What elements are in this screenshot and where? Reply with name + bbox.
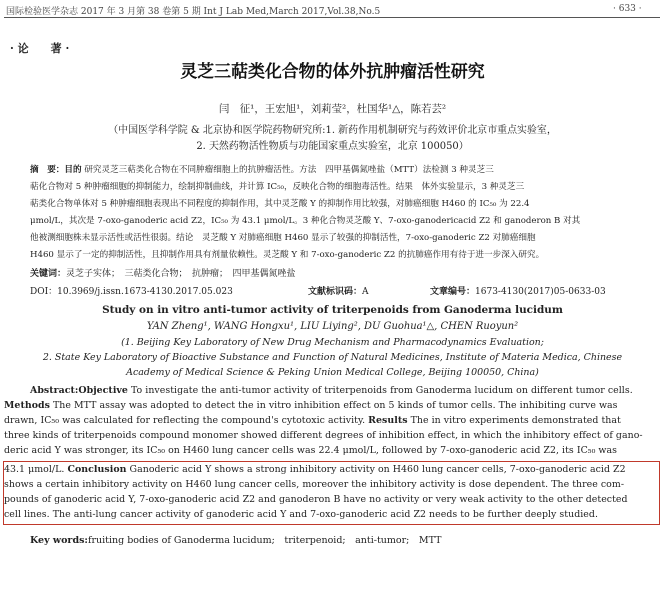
- document-code: 文献标识码：A: [308, 287, 369, 297]
- authors-en: YAN Zheng¹, WANG Hongxu¹, LIU Liying², DU Guohua¹△, CHEN Ruoyun²: [146, 321, 519, 332]
- abstract-cn-line-2: 萜化合物对 5 种肿瘤细胞的抑制能力，绘制抑制曲线，并计算 IC₅₀，反映化合物的细胞毒活性。结果 体外实验显示，3 种灵芝三: [30, 182, 525, 192]
- page-number: · 633 ·: [613, 4, 642, 14]
- abstract-cn-line-6: H460 显示了一定的抑制活性，且抑制作用具有剂量依赖性。灵芝酸 Y 和 7-oxo-ganoderic Z2 的抗肺癌作用有待于进一步深入研究。: [30, 250, 545, 260]
- abstract-en-line-6: 43.1 μmol/L. Conclusion Ganoderic acid Y shows a strong inhibitory activity on H460 lung cancer cells, 7-oxo-ganoderic acid Z2: [4, 464, 626, 475]
- running-header: 国际检验医学杂志 2017 年 3 月第 38 卷第 5 期 Int J Lab Med,March 2017,Vol.38,No.5: [6, 7, 381, 17]
- abstract-en-line-9: cell lines. The anti-lung cancer activity of ganoderic acid Y and 7-oxo-ganoderic acid Z2 needs to be further deeply studied.: [4, 509, 598, 520]
- abstract-cn-line-4: μmol/L，其次是 7-oxo-ganoderic acid Z2，IC₅₀ 为 43.1 μmol/L。3 种化合物灵芝酸 Y、7-oxo-ganodericacid Z2 和 ganoderon B 对其: [30, 216, 581, 226]
- authors-cn: 闫 征¹，王宏旭¹，刘莉莹²，杜国华¹△，陈若芸²: [218, 103, 447, 115]
- abstract-en-line-2: Methods The MTT assay was adopted to detect the in vitro inhibition effect on 5 kinds of tumor cells. The inhibiting curve was: [4, 400, 618, 411]
- affiliation-en-3: Academy of Medical Science & Peking Union Medical College, Beijing 100050, China): [126, 367, 539, 378]
- affiliation-cn-2: 2. 天然药物活性物质与功能国家重点实验室，北京 100050）: [196, 141, 469, 152]
- keywords-cn: 关键词：灵芝子实体； 三萜类化合物； 抗肿瘤； 四甲基偶氮唑盐: [30, 269, 296, 279]
- abstract-en-line-4: three kinds of triterpenoids compound monomer showed different degrees of inhibition effect, in which the inhibitory effect of gano-: [4, 430, 643, 441]
- article-number: 文章编号：1673-4130(2017)05-0633-03: [430, 287, 606, 297]
- keywords-en: Key words:fruiting bodies of Ganoderma lucidum; triterpenoid; anti-tumor; MTT: [30, 535, 442, 546]
- affiliation-cn-1: （中国医学科学院 & 北京协和医学院药物研究所:1. 新药作用机制研究与药效评价北京市重点实验室，: [108, 125, 557, 136]
- doi: DOI：10.3969/j.issn.1673-4130.2017.05.023: [30, 287, 233, 297]
- header-rule: [4, 17, 660, 18]
- affiliation-en-1: (1. Beijing Key Laboratory of New Drug Mechanism and Pharmacodynamics Evaluation;: [121, 337, 544, 348]
- title-cn: 灵芝三萜类化合物的体外抗肿瘤活性研究: [180, 61, 485, 81]
- abstract-en-line-3: drawn, IC₅₀ was calculated for reflecting the compound's cytotoxic activity. Results The in vitro experiments demonstrated that: [4, 415, 621, 426]
- abstract-en-line-5: deric acid Y was stronger, its IC₅₀ on H460 lung cancer cells was 22.4 μmol/L, followed by 7-oxo-ganoderic acid Z2, its IC₅₀ was: [4, 445, 618, 456]
- abstract-cn-line-1: 摘 要：目的 研究灵芝三萜类化合物在不同肿瘤细胞上的抗肿瘤活性。方法 四甲基偶氮唑盐（MTT）法检测 3 种灵芝三: [30, 165, 494, 175]
- abstract-en-line-8: pounds of ganoderic acid Y, 7-oxo-ganoderic acid Z2 and ganoderon B have no activity or very weak activity to the other detected: [4, 494, 628, 505]
- abstract-cn-line-3: 萜类化合物单体对 5 种肿瘤细胞表现出不同程度的抑制作用，其中灵芝酸 Y 的抑制作用比较强，对肺癌细胞 H460 的 IC₅₀ 为 22.4: [30, 199, 530, 209]
- abstract-cn-label: 摘 要：目的: [30, 165, 82, 175]
- abstract-en-line-1: Abstract:Objective To investigate the anti-tumor activity of triterpenoids from Ganoderma lucidum on different tumor cells.: [30, 385, 633, 396]
- abstract-cn-line-5: 他被测细胞株未显示活性或活性很弱。结论 灵芝酸 Y 对肺癌细胞 H460 显示了较强的抑制活性，7-oxo-ganoderic Z2 对肺癌细胞: [30, 233, 536, 243]
- affiliation-en-2: 2. State Key Laboratory of Bioactive Substance and Function of Natural Medicines, Institute of Materia Medica, Chinese: [42, 352, 623, 363]
- title-en: Study on in vitro anti-tumor activity of triterpenoids from Ganoderma lucidum: [102, 304, 563, 316]
- column-label: · 论 著 ·: [10, 42, 70, 55]
- abstract-en-line-7: shows a certain inhibitory activity on H460 lung cancer cells, moreover the inhibitory activity is dose dependent. The three com-: [4, 479, 625, 490]
